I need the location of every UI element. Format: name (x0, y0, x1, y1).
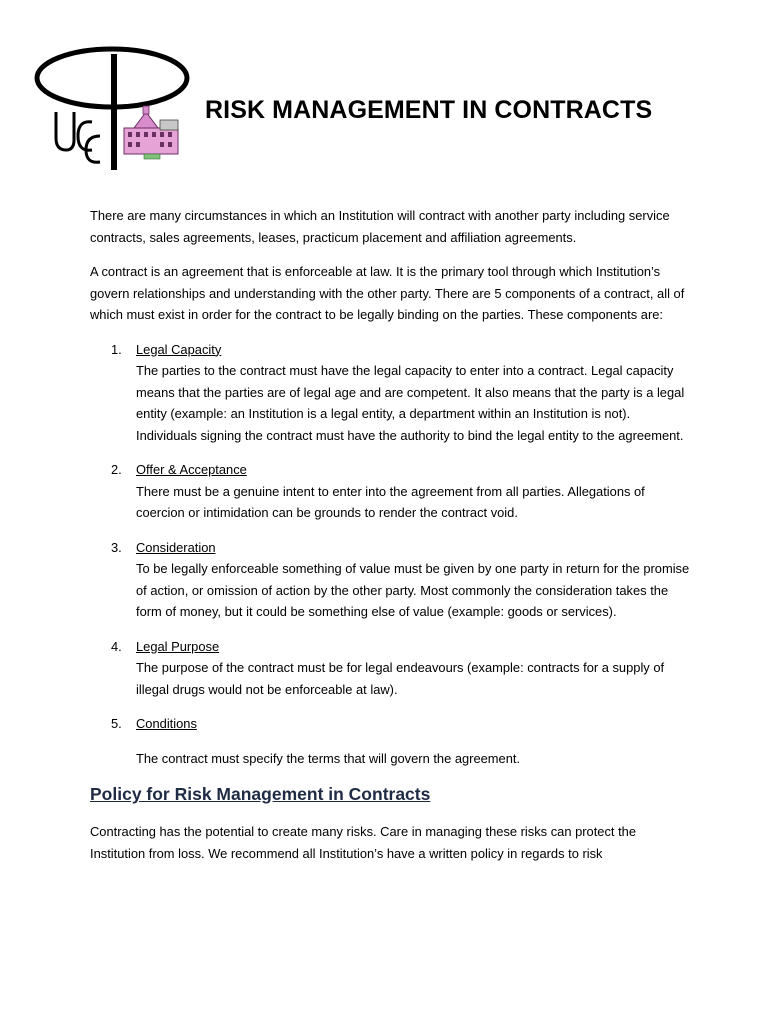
list-item-number: 2. (111, 462, 122, 477)
list-item-text: The purpose of the contract must be for legal endeavours (example: contracts for a supply of illegal drugs would not be enforceable at law). (136, 660, 665, 697)
list-item-number: 1. (111, 341, 122, 357)
intro-paragraph-2: A contract is an agreement that is enforceable at law. It is the primary tool through which Institution’s govern relationships and understanding with the other party. There are 5 components of a contract, all of which must exist in order for the contract to be legally binding on the parties. These components are: (90, 264, 685, 322)
list-item-heading: Legal Purpose (136, 638, 220, 654)
list-item-text: The contract must specify the terms that will govern the agreement. (136, 750, 521, 766)
document-title: RISK MANAGEMENT IN CONTRACTS (205, 96, 653, 124)
list-item (90, 339, 690, 447)
list-item (90, 459, 690, 524)
list-item-heading: Legal Capacity (136, 341, 222, 357)
list-item-text: There must be a genuine intent to enter into the agreement from all parties. Allegations of coercion or intimidation can be grounds to render the contract void. (136, 483, 645, 520)
list-item (90, 713, 690, 769)
document-body (90, 205, 690, 877)
list-item-heading: Offer & Acceptance (136, 462, 247, 477)
list-item-text: The parties to the contract must have the legal capacity to enter into a contract. Legal capacity means that the parties are of legal age and are competent. It also means that the party is a legal entity (example: an Institution is a legal entity, a department within an Institution is not). Individuals signing the contract must have the authority to bind the legal entity to the agreement. (136, 363, 685, 443)
building-icon (124, 106, 178, 159)
list-item-number: 3. (111, 539, 122, 555)
list-item (90, 537, 690, 623)
list-item-number: 4. (111, 638, 122, 654)
list-item-heading: Consideration (136, 539, 216, 555)
list-item (90, 636, 690, 701)
list-item-text: To be legally enforceable something of value must be given by one party in return for the promise of action, or omission of action by the other party. Most commonly the consideration takes the form of money, but it could be something else of value (example: goods or services). (136, 561, 690, 619)
list-item-heading: Conditions (136, 716, 197, 731)
list-item-number: 5. (111, 716, 122, 731)
components-list (90, 339, 690, 770)
ucc-logo (30, 40, 195, 175)
intro-paragraph-1: There are many circumstances in which an Institution will contract with another party including service contracts, sales agreements, leases, practicum placement and affiliation agreements. (90, 208, 670, 245)
logo-letter-u (56, 112, 74, 150)
policy-heading: Policy for Risk Management in Contracts (90, 784, 431, 804)
policy-paragraph: Contracting has the potential to create many risks. Care in managing these risks can protect the Institution from loss. We recommend all Institution’s have a written policy in regards to risk (90, 824, 636, 861)
